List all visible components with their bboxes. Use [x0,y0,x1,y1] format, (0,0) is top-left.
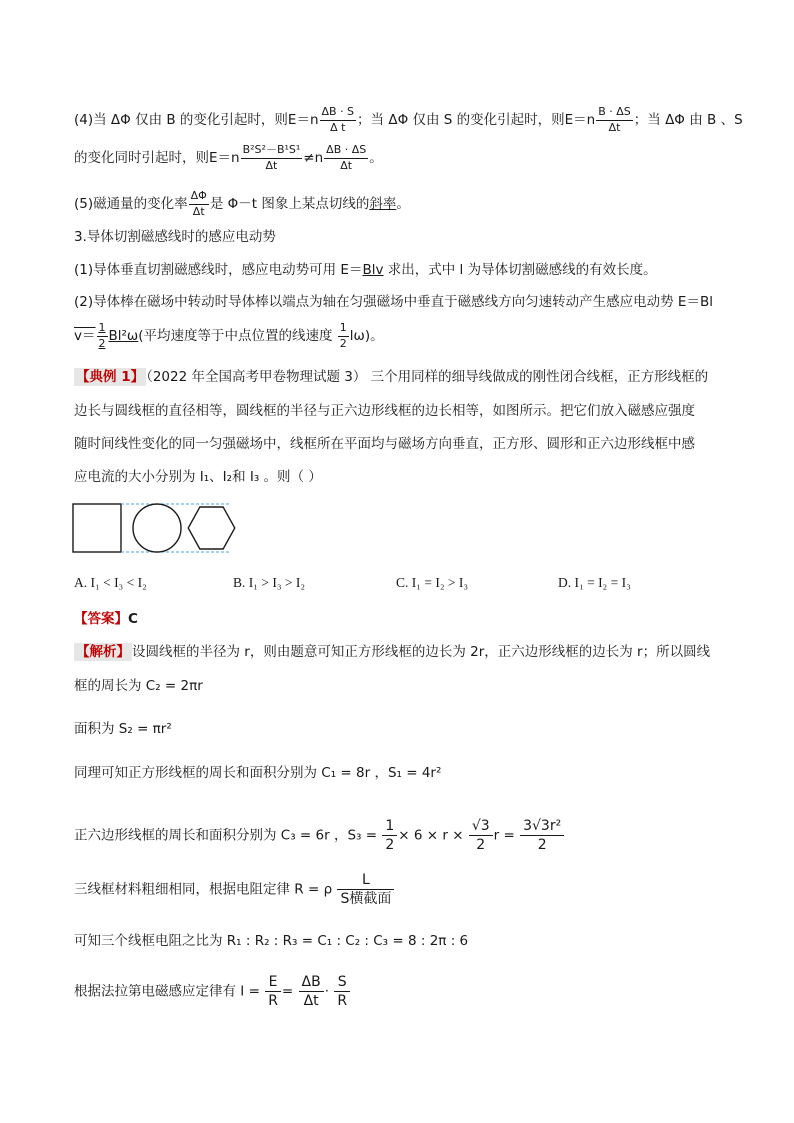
section-3-title: 3.导体切割磁感线时的感应电动势 [74,229,276,245]
analysis-line-7: 可知三个线框电阻之比为 R₁ : R₂ : R₃ = C₁ : C₂ : C₃ = 8 : 2π : 6 [74,933,469,949]
fraction: $\frac{B \cdot \Delta S}{\Delta t}$ [598,105,631,134]
figure-shapes [70,500,240,560]
fraction: $\frac{\Delta B \cdot \Delta S}{\Delta t}$ [326,143,367,172]
paragraph-4-line2: 的变化同时引起时，则E＝n $\frac{\text{B²S²－B¹S¹}}{\Delta t}$ ≠n $\frac{\Delta B \cdot \Delta S}{\Delta t}$ 。 [74,143,383,172]
fraction: $\frac{\text{B²S²－B¹S¹}}{\Delta t}$ [242,143,301,172]
section-3-item-2: (2)导体棒在磁场中转动时导体棒以端点为轴在匀强磁场中垂直于磁感线方向匀速转动产生感应电动势 E＝Bl [74,294,713,310]
fraction: $\frac{S}{R}$ [334,974,350,1009]
fraction: $\frac{E}{R}$ [265,974,281,1009]
option-a[interactable]: A. I₁ < I₃ < I₂ [74,575,147,590]
analysis-line-3: 面积为 S₂ = πr² [74,721,172,737]
example-line-3: 随时间线性变化的同一匀强磁场中，线框所在平面均与磁场方向垂直，正方形、圆形和正六边形线框中感 [74,436,695,452]
fraction: $\frac{1}{2}$ [339,321,347,350]
fraction: $\frac{\Delta B}{\Delta t}$ [299,974,324,1009]
option-d[interactable]: D. I₁ = I₂ = I₃ [558,575,631,590]
analysis-label: 【解析】 [76,644,130,660]
fraction: $\frac{1}{2}$ [382,818,397,853]
fraction: $\frac{\Delta B \cdot S}{\text{Δ t}}$ [321,105,355,134]
example-label: 【典例 1】 [76,369,145,385]
option-c[interactable]: C. I₁ = I₂ > I₃ [396,575,469,590]
paragraph-5: (5)磁通量的变化率 $\frac{\Delta\Phi}{\Delta t}$ 是 Φ－t 图象上某点切线的斜率。 [74,189,410,218]
analysis-line-4: 同理可知正方形线框的周长和面积分别为 C₁ = 8r ，S₁ = 4r² [74,765,442,781]
fraction: $\frac{1}{2}$ [98,321,106,350]
option-b[interactable]: B. I₁ > I₃ > I₂ [233,575,306,590]
paragraph-4-line1: (4)当 ΔΦ 仅由 B 的变化引起时，则E＝n $\frac{\Delta B \cdot S}{\text{Δ t}}$ ；当 ΔΦ 仅由 S 的变化引起时，则E＝n $\frac{B \cdot \Delta S}{\Delta t}$ ；当 ΔΦ 由 B 、S [74,105,743,134]
answer-label: 【答案】 [74,611,128,627]
analysis-line-5: 正六边形线框的周长和面积分别为 C₃ = 6r ，S₃ = $\frac{1}{2}$ × 6 × r × $\frac{√3}{2}$ r = $\frac{\text{3√3r²}}{2}$ [74,818,565,853]
example-line-4: 应电流的大小分别为 I₁、I₂和 I₃ 。则（ ） [74,469,322,485]
analysis-line-6: 三线框材料粗细相同，根据电阻定律 R = ρ $\frac{L}{\text{S横截面}}$ [74,872,395,907]
answer-value: C [128,611,138,627]
square-shape [73,504,121,552]
analysis-line-2: 框的周长为 C₂ = 2πr [74,678,203,694]
analysis-line-1: 【解析】 设圆线框的半径为 r，则由题意可知正方形线框的边长为 2r，正六边形线框的边长为 r；所以圆线 [76,644,711,660]
section-3-item-2-cont: v＝ $\frac{1}{2}$ Bl²ω(平均速度等于中点位置的线速度 $\frac{1}{2}$ lω)。 [74,321,384,350]
fraction: $\frac{\Delta\Phi}{\Delta t}$ [190,189,207,218]
fraction: $\frac{√3}{2}$ [469,818,493,853]
hexagon-shape [188,507,235,549]
answer [74,613,138,627]
fraction: $\frac{\text{3√3r²}}{2}$ [520,818,564,853]
example-line-2: 边长与圆线框的直径相等，圆线框的半径与正六边形线框的边长相等，如图所示。把它们放入磁感应强度 [74,403,695,419]
example-line-1: 【典例 1】 （2022 年全国高考甲卷物理试题 3） 三个用同样的细导线做成的刚性闭合线框，正方形线框的 [76,369,709,385]
section-3-item-1: (1)导体垂直切割磁感线时，感应电动势可用 E＝Blv 求出，式中 l 为导体切割磁感线的有效长度。 [74,262,657,278]
analysis-line-8: 根据法拉第电磁感应定律有 I = $\frac{E}{R}$ = $\frac{\Delta B}{\Delta t}$ · $\frac{S}{R}$ [74,974,351,1009]
circle-shape [133,504,181,552]
fraction: $\frac{L}{\text{S横截面}}$ [337,872,394,907]
